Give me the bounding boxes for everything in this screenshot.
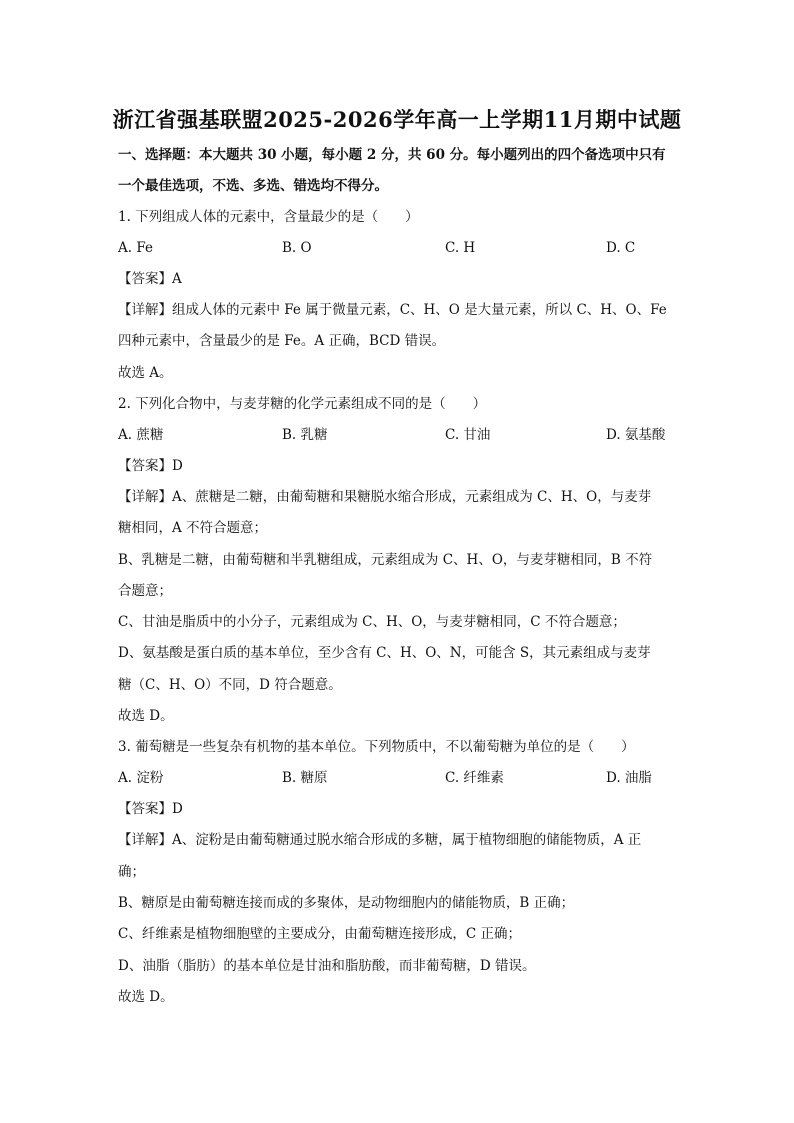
question-2-detail-line: 糖相同，A 不符合题意； bbox=[118, 520, 268, 536]
question-1-conclusion: 故选 A。 bbox=[118, 365, 173, 381]
question-1-option-d: D. C bbox=[606, 240, 636, 256]
question-3-stem: 3. 葡萄糖是一些复杂有机物的基本单位。下列物质中，不以葡萄糖为单位的是（ ） bbox=[118, 739, 635, 755]
question-2-detail-line: C、甘油是脂质中的小分子，元素组成为 C、H、O，与麦芽糖相同，C 不符合题意； bbox=[118, 614, 626, 630]
question-1-option-b: B. O bbox=[282, 240, 312, 256]
question-2-stem: 2. 下列化合物中，与麦芽糖的化学元素组成不同的是（ ） bbox=[118, 396, 487, 412]
question-3-option-d: D. 油脂 bbox=[606, 770, 652, 786]
question-3-detail-line: B、糖原是由葡萄糖连接而成的多聚体，是动物细胞内的储能物质，B 正确； bbox=[118, 895, 575, 911]
section-instructions-line-2: 一个最佳选项，不选、多选、错选均不得分。 bbox=[118, 178, 388, 194]
question-3-option-b: B. 糖原 bbox=[282, 770, 328, 786]
section-instructions-line-1: 一、选择题：本大题共 30 小题，每小题 2 分，共 60 分。每小题列出的四个备选项中只有 bbox=[118, 147, 666, 163]
question-1-option-a: A. Fe bbox=[118, 240, 153, 256]
question-2-detail-line: 合题意； bbox=[118, 583, 172, 599]
page-title: 浙江省强基联盟2025-2026学年高一上学期11月期中试题 bbox=[112, 107, 682, 132]
question-2-option-c: C. 甘油 bbox=[445, 427, 491, 443]
question-3-answer: 【答案】D bbox=[118, 801, 183, 817]
question-2-answer: 【答案】D bbox=[118, 458, 183, 474]
question-2-detail-line: D、氨基酸是蛋白质的基本单位，至少含有 C、H、O、N，可能含 S，其元素组成与麦芽 bbox=[118, 645, 651, 661]
question-3-detail-line: 【详解】A、淀粉是由葡萄糖通过脱水缩合形成的多糖，属于植物细胞的储能物质，A 正 bbox=[118, 832, 642, 848]
question-2-option-a: A. 蔗糖 bbox=[118, 427, 164, 443]
question-3-conclusion: 故选 D。 bbox=[118, 989, 174, 1005]
question-1-option-c: C. H bbox=[445, 240, 476, 256]
question-1-detail-line: 【详解】组成人体的元素中 Fe 属于微量元素，C、H、O 是大量元素，所以 C、H、O、Fe bbox=[118, 302, 667, 318]
question-3-detail-line: 确； bbox=[118, 864, 145, 880]
question-1-stem: 1. 下列组成人体的元素中，含量最少的是（ ） bbox=[118, 209, 419, 225]
question-2-conclusion: 故选 D。 bbox=[118, 708, 174, 724]
question-2-detail-line: 【详解】A、蔗糖是二糖，由葡萄糖和果糖脱水缩合形成，元素组成为 C、H、O，与麦芽 bbox=[118, 489, 652, 505]
question-3-detail-line: C、纤维素是植物细胞壁的主要成分，由葡萄糖连接形成，C 正确； bbox=[118, 926, 521, 942]
question-3-detail-line: D、油脂（脂肪）的基本单位是甘油和脂肪酸，而非葡萄糖，D 错误。 bbox=[118, 958, 536, 974]
question-2-option-b: B. 乳糖 bbox=[282, 427, 328, 443]
question-2-detail-line: B、乳糖是二糖，由葡萄糖和半乳糖组成，元素组成为 C、H、O，与麦芽糖相同，B 不符 bbox=[118, 552, 653, 568]
question-1-detail-line: 四种元素中，含量最少的是 Fe。A 正确，BCD 错误。 bbox=[118, 333, 446, 349]
question-1-answer: 【答案】A bbox=[118, 271, 182, 287]
question-3-option-c: C. 纤维素 bbox=[445, 770, 504, 786]
question-3-option-a: A. 淀粉 bbox=[118, 770, 164, 786]
question-2-option-d: D. 氨基酸 bbox=[606, 427, 666, 443]
question-2-detail-line: 糖（C、H、O）不同，D 符合题意。 bbox=[118, 677, 342, 693]
